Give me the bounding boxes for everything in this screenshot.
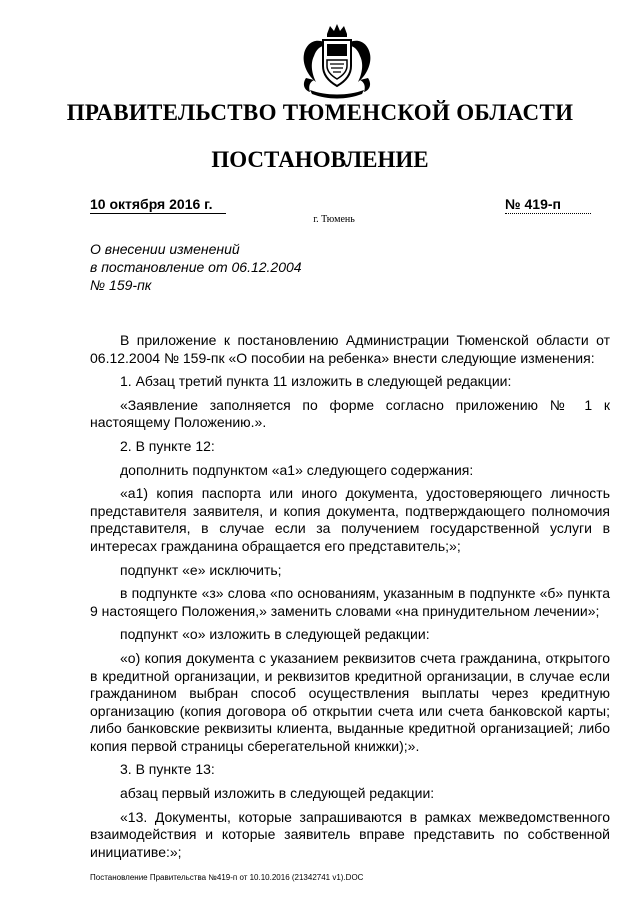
body-paragraph: в подпункте «з» слова «по основаниям, указанным в подпункте «б» пункта 9 настоящего Положения,» заменить словами «на принудительном лечении»; bbox=[90, 585, 610, 619]
body-paragraph: «о) копия документа с указанием реквизитов счета гражданина, открытого в кредитной организации, и реквизитов кредитной организации, в случае если гражданином выбран способ осуществления выплаты через кредитную организацию (копия договора об открытии счета или счета банковской карты; либо банковские реквизиты клиента, выданные кредитной организацией; либо копия первой страницы сберегательной книжки);». bbox=[90, 649, 610, 754]
body-paragraph: В приложение к постановлению Администрации Тюменской области от 06.12.2004 № 159-пк «О пособии на ребенка» внести следующие изменения: bbox=[90, 332, 610, 366]
subject-line: № 159-пк bbox=[90, 277, 152, 293]
body-paragraph: 1. Абзац третий пункта 11 изложить в следующей редакции: bbox=[120, 373, 512, 390]
document-date: 10 октября 2016 г. bbox=[90, 196, 226, 214]
body-paragraph: абзац первый изложить в следующей редакции: bbox=[120, 785, 435, 802]
document-city: г. Тюмень bbox=[313, 214, 355, 225]
body-paragraph: «а1) копия паспорта или иного документа, удостоверяющего личность представителя заявителя, и копия документа, подтверждающего полномочия представителя, в случае если за получением государственной услуги в интересах гражданина обращается его представитель;»; bbox=[90, 485, 610, 554]
document-body bbox=[90, 332, 610, 861]
coat-of-arms-emblem bbox=[296, 20, 378, 100]
body-paragraph: 2. В пункте 12: bbox=[120, 437, 215, 454]
body-paragraph: «Заявление заполняется по форме согласно приложению № 1 к настоящему Положению.». bbox=[90, 396, 610, 431]
body-paragraph: «13. Документы, которые запрашиваются в рамках межведомственного взаимодействия и которые заявитель вправе представить по собственной инициативе:»; bbox=[90, 808, 610, 860]
government-title: ПРАВИТЕЛЬСТВО ТЮМЕНСКОЙ ОБЛАСТИ bbox=[66, 100, 574, 125]
document-number: № 419-п bbox=[505, 196, 591, 214]
document-type-title: ПОСТАНОВЛЕНИЕ bbox=[211, 147, 429, 172]
body-paragraph: подпункт «е» исключить; bbox=[120, 561, 282, 578]
subject-line: О внесении изменений bbox=[90, 241, 240, 257]
body-paragraph: 3. В пункте 13: bbox=[120, 761, 215, 778]
document-subject bbox=[90, 240, 390, 294]
body-paragraph: дополнить подпунктом «а1» следующего содержания: bbox=[120, 461, 474, 478]
document-footer: Постановление Правительства №419-п от 10.10.2016 (21342741 v1).DOC bbox=[90, 873, 364, 882]
subject-line: в постановление от 06.12.2004 bbox=[90, 259, 302, 275]
body-paragraph: подпункт «о» изложить в следующей редакции: bbox=[120, 626, 430, 643]
